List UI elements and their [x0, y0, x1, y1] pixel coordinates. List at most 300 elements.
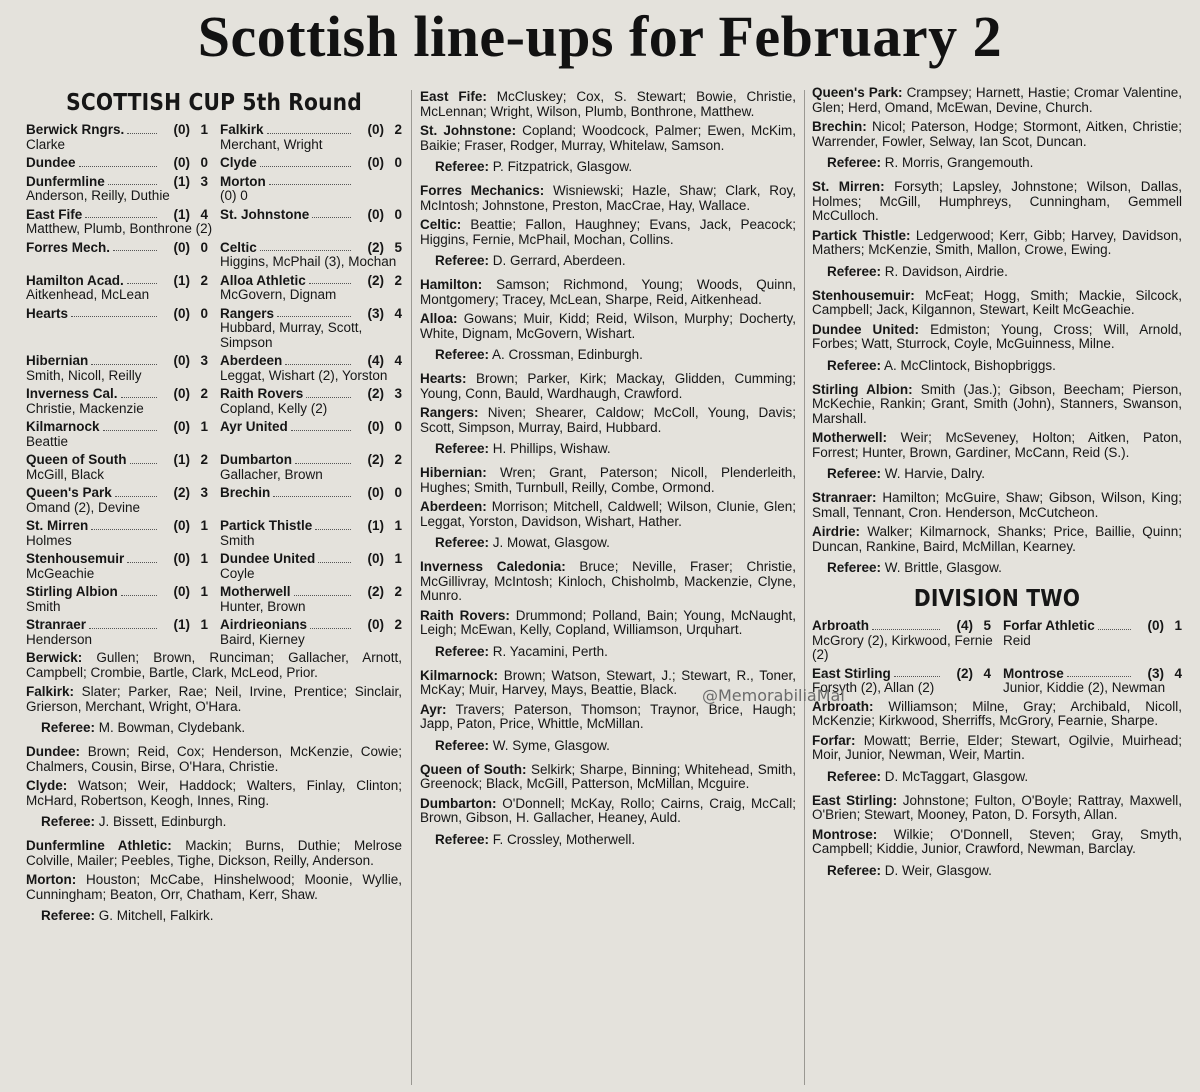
lineup-players: Niven; Shearer, Caldow; McColl, Young, Davis; Scott, Simpson, Murray, Baird, Hubbard.: [420, 405, 796, 435]
referee-name: W. Harvie, Dalry.: [884, 466, 986, 481]
team-name: Brechin: [220, 485, 271, 500]
referee-label: Referee:: [827, 357, 882, 373]
dot-leader: [85, 208, 157, 219]
lineup-players: Watson; Weir, Haddock; Walters, Finlay, Clinton; McHard, Robertson, Keogh, Innes, Ring.: [26, 778, 402, 808]
dot-leader: [269, 175, 351, 186]
home-team-result: [26, 618, 214, 647]
dot-leader: [127, 274, 157, 285]
team-name: Forfar Athletic: [1003, 618, 1095, 633]
full-time-score: 2: [394, 452, 402, 467]
team-lineup: [812, 323, 1182, 352]
team-name: St. Johnstone: [220, 206, 310, 222]
column-left: [26, 92, 402, 1088]
dot-leader: [894, 667, 940, 678]
team-score-line: [214, 307, 402, 322]
team-lineup: [812, 120, 1182, 149]
dot-leader: [71, 307, 157, 318]
lineup-players: Forsyth; Lapsley, Johnstone; Wilson, Dallas, Holmes; McGill, Humphreys, Cunningham, Gemmell McCulloch.: [812, 179, 1182, 223]
lineup-team-name: Kilmarnock:: [420, 667, 499, 683]
team-name: Falkirk: [220, 122, 264, 137]
home-team-result: [26, 585, 214, 614]
full-time-score: 1: [200, 584, 208, 599]
team-score-line: [214, 241, 402, 256]
team-name: Dunfermline: [26, 173, 105, 189]
team-name: East Fife: [26, 206, 83, 222]
team-score-line: [26, 552, 214, 567]
lineup-players: Mackin; Burns, Duthie; Melrose Colville, Mailer; Peebles, Tighe, Dickson, Reilly, Anderson.: [26, 838, 402, 868]
fixture-result: [26, 420, 402, 449]
lineup-team-name: Morton:: [26, 872, 77, 887]
away-team-result: [214, 123, 402, 152]
team-score-line: [214, 156, 402, 171]
full-time-score: 4: [394, 305, 402, 321]
half-time-score: (1): [173, 617, 190, 632]
referee-name: J. Bissett, Edinburgh.: [98, 814, 227, 829]
team-name: Arbroath: [812, 618, 869, 633]
fixture-result: [26, 552, 402, 581]
lineup-players: Hamilton; McGuire, Shaw; Gibson, Wilson, King; Small, Tennant, Cron. Henderson, McCutcheon.: [812, 490, 1182, 520]
full-time-score: 2: [394, 122, 402, 137]
full-time-score: 2: [200, 272, 208, 288]
team-score-line: [26, 387, 214, 402]
half-time-score: (0): [173, 353, 190, 368]
lineup-players: Copland; Woodcock, Palmer; Ewen, McKim, Baikie; Fraser, Rodger, Murray, Whitelaw, Samson.: [420, 123, 796, 153]
team-lineup: [812, 289, 1182, 318]
half-time-score: (3): [367, 305, 384, 321]
referee-label: Referee:: [827, 560, 882, 575]
lineup-team-name: Alloa:: [420, 311, 458, 326]
fixture-result: [26, 123, 402, 152]
referee-label: Referee:: [435, 347, 490, 362]
full-time-score: 3: [200, 353, 208, 368]
team-name: Clyde: [220, 155, 257, 170]
referee-name: F. Crossley, Motherwell.: [492, 831, 636, 847]
fixture-result: [26, 387, 402, 416]
goal-scorers: Merchant, Wright: [220, 136, 323, 152]
referee-line: [435, 253, 796, 268]
dot-leader: [115, 486, 157, 497]
full-time-score: 0: [394, 419, 402, 434]
team-name: Montrose: [1003, 665, 1064, 681]
lineup-players: Williamson; Milne, Gray; Archibald, Nicoll, McKenzie; Kirkwood, Sherriffs, McGrory, Fearnie, Sharpe.: [812, 698, 1182, 728]
half-time-score: (2): [367, 386, 384, 401]
goal-scorers: Aitkenhead, McLean: [26, 287, 150, 302]
half-time-score: (0): [173, 551, 190, 566]
team-score-line: [214, 420, 402, 435]
away-team-result: [214, 307, 402, 351]
team-lineup: [812, 491, 1182, 520]
lineup-team-name: Clyde:: [26, 778, 68, 793]
goal-scorers: McGrory (2), Kirkwood, Fernie (2): [812, 632, 993, 662]
dot-leader: [295, 453, 351, 464]
lineup-players: Johnstone; Fulton, O'Boyle; Rattray, Maxwell, O'Brien; Stewart, Mooney, Paton, D. Forsyth, Allan.: [812, 792, 1182, 822]
dot-leader: [277, 307, 351, 318]
lineup-team-name: Ayr:: [420, 701, 447, 717]
half-time-score: (0): [173, 386, 190, 401]
lineup-players: Walker; Kilmarnock, Shanks; Price, Baillie, Quinn; Duncan, Rankine, Baird, McMillan, Kearney.: [812, 524, 1182, 554]
lineup-team-name: Hearts:: [420, 371, 467, 386]
full-time-score: 0: [200, 305, 208, 321]
referee-line: [435, 832, 796, 847]
team-name: Dundee United: [220, 551, 316, 566]
home-team-result: [26, 552, 214, 581]
lineup-team-name: Rangers:: [420, 405, 479, 420]
away-team-result: [214, 552, 402, 581]
team-lineup: [812, 794, 1182, 823]
referee-label: Referee:: [435, 737, 490, 753]
full-time-score: 4: [1174, 665, 1182, 681]
lineup-team-name: Forres Mechanics:: [420, 183, 545, 198]
full-time-score: [384, 175, 402, 190]
team-score-line: [214, 519, 402, 534]
referee-line: [827, 863, 1182, 878]
lineup-team-name: Arbroath:: [812, 698, 874, 714]
referee-line: [41, 814, 402, 829]
team-score-line: [997, 619, 1182, 634]
team-score-line: [26, 307, 214, 322]
half-time-score: (0): [367, 155, 384, 170]
team-name: Aberdeen: [220, 353, 283, 368]
referee-line: [435, 159, 796, 174]
half-time-score: (2): [367, 584, 384, 599]
lineup-team-name: Raith Rovers:: [420, 607, 510, 623]
referee-name: D. Weir, Glasgow.: [884, 862, 992, 878]
team-score-line: [26, 156, 214, 171]
team-score-line: [214, 618, 402, 633]
goal-scorers: Baird, Kierney: [220, 631, 305, 647]
team-name: Dumbarton: [220, 452, 292, 467]
referee-label: Referee:: [435, 831, 490, 847]
dot-leader: [130, 453, 158, 464]
team-name: Raith Rovers: [220, 386, 304, 401]
lineup-players: Mowatt; Berrie, Elder; Stewart, Ogilvie, Muirhead; Moir, Junior, Newman, Weir, Martin.: [812, 732, 1182, 762]
fixture-result: [26, 453, 402, 482]
team-score-line: [214, 585, 402, 600]
lineup-players: Wren; Grant, Paterson; Nicoll, Plenderleith, Hughes; Smith, Turnbull, Reilly, Combe, Ormond.: [420, 465, 796, 495]
referee-line: [827, 769, 1182, 784]
half-time-score: (2): [173, 485, 190, 500]
home-team-result: [26, 208, 214, 237]
home-team-result: [26, 486, 214, 515]
full-time-score: 0: [200, 239, 208, 255]
referee-line: [827, 155, 1182, 170]
team-score-line: [26, 123, 214, 138]
away-team-result: [997, 619, 1182, 663]
lineup-players: Wilkie; O'Donnell, Steven; Gray, Smyth, Campbell; Kiddie, Junior, Crawford, Newman, Barclay.: [812, 826, 1182, 856]
home-team-result: [26, 519, 214, 548]
full-time-score: 1: [394, 551, 402, 566]
dot-leader: [309, 274, 351, 285]
dot-leader: [89, 618, 157, 629]
lineup-team-name: Brechin:: [812, 119, 867, 134]
dot-leader: [1098, 619, 1131, 630]
full-time-score: 1: [200, 551, 208, 566]
goal-scorers: McGill, Black: [26, 466, 105, 482]
lineup-team-name: East Fife:: [420, 90, 487, 104]
full-time-score: 2: [200, 452, 208, 467]
referee-name: R. Davidson, Airdrie.: [884, 263, 1008, 279]
full-time-score: 0: [394, 155, 402, 170]
section-title: DIVISION TWO: [913, 586, 1081, 612]
lineup-team-name: St. Johnstone:: [420, 123, 517, 138]
lineup-players: Smith (Jas.); Gibson, Beecham; Pierson, McKechie, Rankin; Grant, Smith (John), Stanners, Swanson, Marshall.: [812, 381, 1182, 426]
lineup-team-name: Hamilton:: [420, 277, 483, 292]
half-time-score: (0): [173, 239, 190, 255]
team-name: Ayr United: [220, 419, 288, 434]
lineup-players: Selkirk; Sharpe, Binning; Whitehead, Smith, Greenock; Black, McGill, Patterson, McMillan, Mcguire.: [420, 761, 796, 791]
team-name: Morton: [220, 173, 266, 189]
referee-line: [827, 560, 1182, 575]
half-time-score: [354, 175, 384, 190]
team-lineup: [812, 431, 1182, 460]
referee-line: [435, 347, 796, 362]
goal-scorers: Coyle: [220, 565, 255, 581]
lineup-players: Gowans; Muir, Kidd; Reid, Wilson, Murphy; Docherty, White, Dignam, McGovern, Wishart.: [420, 311, 796, 341]
dot-leader: [315, 519, 351, 530]
lineup-team-name: Stranraer:: [812, 490, 877, 505]
lineup-players: Bruce; Neville, Fraser; Christie, McGillivray, McIntosh; Kinloch, Chisholmb, Mackenzie, Clyne, Munro.: [420, 559, 796, 603]
half-time-score: (1): [367, 518, 384, 533]
referee-label: Referee:: [435, 253, 490, 268]
lineup-team-name: Celtic:: [420, 217, 462, 232]
team-score-line: [214, 354, 402, 369]
team-lineup: [420, 763, 796, 792]
team-name: Dundee: [26, 155, 76, 170]
column-divider: [804, 90, 805, 1085]
referee-label: Referee:: [827, 466, 882, 481]
half-time-score: (3): [1147, 665, 1164, 681]
goal-scorers: Omand (2), Devine: [26, 499, 141, 515]
goal-scorers: (0) 0: [220, 188, 248, 203]
full-time-score: 0: [394, 206, 402, 222]
dot-leader: [108, 175, 157, 186]
full-time-score: 2: [200, 386, 208, 401]
away-team-result: [997, 667, 1182, 696]
full-time-score: 2: [394, 584, 402, 599]
lineup-players: Crampsey; Harnett, Hastie; Cromar Valentine, Glen; Herd, Omand, McEwan, Devine, Church.: [812, 86, 1182, 115]
page-headline: Scottish line-ups for February 2: [197, 4, 1003, 69]
team-score-line: [26, 519, 214, 534]
team-name: Hibernian: [26, 353, 89, 368]
lineup-players: Edmiston; Young, Cross; Will, Arnold, Forbes; Watt, Sturrock, Coyle, McGuinness, Milne.: [812, 321, 1182, 351]
lineup-players: Drummond; Polland, Bain; Young, McNaught, Leigh; McEwan, Kelly, Copland, Williamson, Urquhart.: [420, 607, 796, 637]
team-score-line: [26, 618, 214, 633]
team-name: Queen's Park: [26, 485, 112, 500]
dot-leader: [310, 618, 351, 629]
team-lineup: [420, 466, 796, 495]
referee-line: [435, 441, 796, 456]
team-lineup: [812, 229, 1182, 258]
lineup-team-name: Montrose:: [812, 826, 878, 842]
full-time-score: 2: [394, 617, 402, 632]
goal-scorers: Beattie: [26, 433, 69, 449]
away-team-result: [214, 618, 402, 647]
home-team-result: [26, 156, 214, 171]
team-lineup: [812, 86, 1182, 115]
team-lineup: [26, 685, 402, 714]
team-lineup: [420, 560, 796, 604]
away-team-result: [214, 175, 402, 204]
referee-name: W. Syme, Glasgow.: [492, 737, 610, 753]
full-time-score: 3: [200, 173, 208, 189]
full-time-score: 2: [394, 272, 402, 288]
dot-leader: [91, 519, 157, 530]
full-time-score: 4: [394, 353, 402, 368]
half-time-score: (0): [1147, 618, 1164, 633]
referee-name: H. Phillips, Wishaw.: [492, 441, 611, 456]
team-lineup: [26, 779, 402, 808]
lineup-players: Brown; Parker, Kirk; Mackay, Glidden, Cumming; Young, Conn, Bauld, Wardhaugh, Crawford.: [420, 371, 796, 401]
fixture-result: [26, 274, 402, 303]
lineup-players: Brown; Reid, Cox; Henderson, McKenzie, Cowie; Chalmers, Cousin, Birse, O'Hara, Christie.: [26, 744, 402, 774]
team-name: Stirling Albion: [26, 584, 118, 599]
team-score-line: [214, 208, 402, 223]
team-name: Partick Thistle: [220, 518, 313, 533]
half-time-score: (2): [956, 665, 973, 681]
lineup-players: Brown; Watson, Stewart, J.; Stewart, R., Toner, McKay; Muir, Harvey, Mays, Beattie, Black.: [420, 667, 796, 697]
team-lineup: [420, 406, 796, 435]
team-lineup: [812, 180, 1182, 224]
lineup-team-name: Falkirk:: [26, 684, 75, 699]
team-lineup: [812, 383, 1182, 427]
full-time-score: 1: [394, 518, 402, 533]
team-score-line: [26, 274, 214, 289]
team-score-line: [214, 274, 402, 289]
lineup-team-name: Berwick:: [26, 650, 83, 665]
fixture-result: [812, 667, 1182, 696]
team-score-line: [26, 354, 214, 369]
referee-label: Referee:: [435, 535, 490, 550]
dot-leader: [260, 241, 351, 252]
dot-leader: [273, 486, 351, 497]
away-team-result: [214, 486, 402, 515]
lineup-players: O'Donnell; McKay, Rollo; Cairns, Craig, McCall; Brown, Gibson, H. Gallacher, Heaney, Auld.: [420, 795, 796, 825]
goal-scorers: Henderson: [26, 631, 93, 647]
team-lineup: [420, 218, 796, 247]
referee-label: Referee:: [435, 441, 490, 456]
full-time-score: 5: [394, 239, 402, 255]
team-score-line: [997, 667, 1182, 682]
half-time-score: (0): [367, 617, 384, 632]
full-time-score: 3: [394, 386, 402, 401]
team-lineup: [420, 609, 796, 638]
referee-name: J. Mowat, Glasgow.: [492, 535, 610, 550]
lineup-team-name: Queen of South:: [420, 761, 527, 777]
team-score-line: [214, 453, 402, 468]
full-time-score: 0: [394, 485, 402, 500]
half-time-score: (0): [173, 155, 190, 170]
lineup-players: Wisniewski; Hazle, Shaw; Clark, Roy, McIntosh; Johnstone, Preston, MacCrae, Hay, Wallace.: [420, 183, 796, 213]
team-name: Stenhousemuir: [26, 551, 125, 566]
referee-line: [827, 264, 1182, 279]
team-score-line: [26, 241, 214, 256]
dot-leader: [294, 585, 351, 596]
team-lineup: [812, 734, 1182, 763]
referee-line: [41, 908, 402, 923]
team-name: Celtic: [220, 239, 257, 255]
lineup-team-name: Dunfermline Athletic:: [26, 838, 172, 853]
goal-scorers: Clarke: [26, 136, 66, 152]
referee-line: [435, 738, 796, 753]
lineup-team-name: Dundee:: [26, 744, 80, 759]
referee-name: G. Mitchell, Falkirk.: [98, 908, 214, 923]
lineup-players: Beattie; Fallon, Haughney; Evans, Jack, Peacock; Higgins, Fernie, McPhail, Mochan, Collins.: [420, 217, 796, 247]
dot-leader: [103, 420, 157, 431]
dot-leader: [306, 387, 351, 398]
column-right: [812, 86, 1182, 1082]
goal-scorers: Anderson, Reilly, Duthie: [26, 188, 170, 203]
fixture-result: [26, 618, 402, 647]
team-lineup: [812, 828, 1182, 857]
home-team-result: [26, 123, 214, 152]
team-name: Inverness Cal.: [26, 386, 118, 401]
team-lineup: [812, 525, 1182, 554]
half-time-score: (1): [173, 173, 190, 189]
dot-leader: [113, 241, 157, 252]
team-name: Alloa Athletic: [220, 272, 306, 288]
dot-leader: [1067, 667, 1131, 678]
half-time-score: (0): [367, 419, 384, 434]
team-name: Hamilton Acad.: [26, 272, 124, 288]
team-score-line: [214, 486, 402, 501]
half-time-score: (0): [367, 551, 384, 566]
dot-leader: [872, 619, 940, 630]
referee-label: Referee:: [41, 720, 96, 735]
full-time-score: 4: [983, 665, 991, 681]
team-lineup: [26, 839, 402, 868]
referee-name: R. Morris, Grangemouth.: [884, 155, 1034, 170]
lineup-team-name: Forfar:: [812, 732, 856, 748]
referee-line: [435, 535, 796, 550]
team-lineup: [420, 278, 796, 307]
team-score-line: [26, 420, 214, 435]
team-name: Rangers: [220, 305, 275, 321]
goal-scorers: Smith: [220, 532, 255, 548]
lineup-team-name: St. Mirren:: [812, 179, 885, 194]
lineup-team-name: Stirling Albion:: [812, 381, 913, 397]
dot-leader: [121, 387, 157, 398]
team-name: Stranraer: [26, 617, 87, 632]
referee-line: [827, 466, 1182, 481]
team-score-line: [214, 123, 402, 138]
full-time-score: 1: [200, 419, 208, 434]
goal-scorers: Higgins, McPhail (3), Mochan: [220, 254, 397, 269]
team-score-line: [26, 585, 214, 600]
team-name: Berwick Rngrs.: [26, 122, 125, 137]
team-name: Forres Mech.: [26, 239, 111, 255]
home-team-result: [26, 420, 214, 449]
dot-leader: [318, 552, 351, 563]
half-time-score: (0): [173, 419, 190, 434]
half-time-score: (2): [367, 272, 384, 288]
goal-scorers: Smith, Nicoll, Reilly: [26, 367, 142, 383]
half-time-score: (0): [367, 485, 384, 500]
fixture-result: [26, 307, 402, 351]
team-name: Hearts: [26, 305, 69, 321]
half-time-score: (0): [173, 305, 190, 321]
dot-leader: [121, 585, 157, 596]
dot-leader: [260, 156, 351, 167]
fixture-result: [26, 519, 402, 548]
referee-label: Referee:: [41, 908, 96, 923]
team-score-line: [26, 208, 214, 223]
fixture-result: [26, 486, 402, 515]
half-time-score: (1): [173, 452, 190, 467]
half-time-score: (4): [956, 618, 973, 633]
team-lineup: [420, 312, 796, 341]
lineup-team-name: Partick Thistle:: [812, 227, 911, 243]
away-team-result: [214, 453, 402, 482]
